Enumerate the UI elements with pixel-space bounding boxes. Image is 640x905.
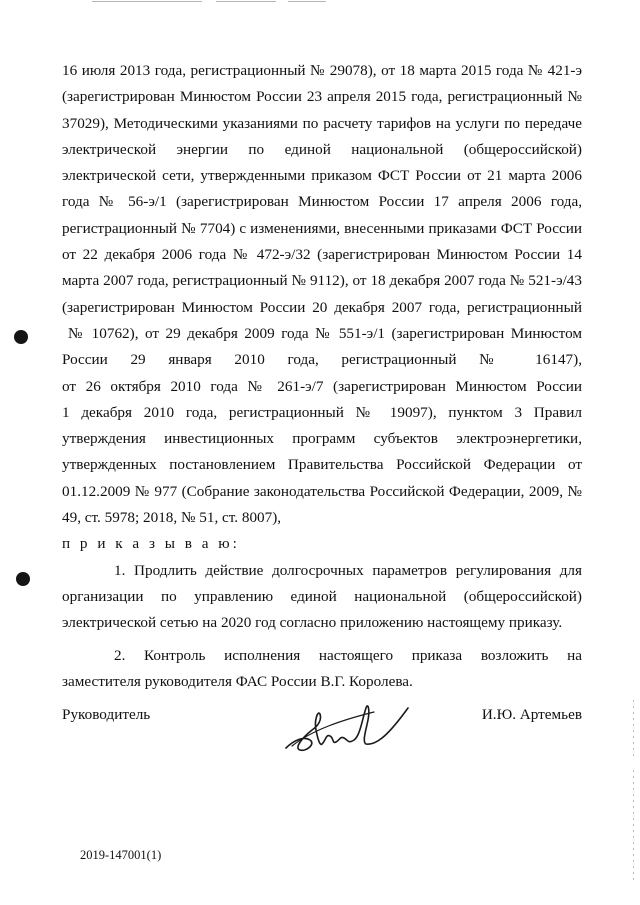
edge-scan-mark xyxy=(633,770,634,880)
text-line: (зарегистрирован Минюстом России 20 декабря 2007 года, регистрационный xyxy=(62,298,582,316)
top-scan-marks xyxy=(0,0,640,4)
text-line: 16 июля 2013 года, регистрационный № 29078), от 18 марта 2015 года № 421-э xyxy=(62,62,582,79)
scan-mark xyxy=(216,1,276,2)
edge-scan-mark xyxy=(633,700,634,760)
text-line: № 10762), от 29 декабря 2009 года № 551-э/1 (зарегистрирован Минюстом xyxy=(68,324,582,342)
item-1-line: 1. Продлить действие долгосрочных параметров регулирования для xyxy=(114,561,582,579)
text-line: России 29 января 2010 года, регистрационный № 16147), xyxy=(62,351,582,369)
item-1-line: электрической сетью на 2020 год согласно приложению настоящему приказу. xyxy=(62,614,563,632)
text-line: от 22 декабря 2006 года № 472-э/32 (зарегистрирован Минюстом России 14 xyxy=(62,246,582,264)
item-2-line: 2. Контроль исполнения настоящего приказа возложить на xyxy=(114,646,582,664)
scan-mark xyxy=(288,1,326,2)
punch-hole xyxy=(16,572,30,586)
text-line: марта 2007 года, регистрационный № 9112), от 18 декабря 2007 года № 521-э/43 xyxy=(62,272,582,290)
text-line: утвержденных постановлением Правительства Российской Федерации от xyxy=(62,456,582,474)
text-line: 49, ст. 5978; 2018, № 51, ст. 8007), xyxy=(62,509,282,527)
document-body xyxy=(62,58,582,695)
document-number: 2019-147001(1) xyxy=(80,848,162,862)
text-line: 37029), Методическими указаниями по расчету тарифов на услуги по передаче xyxy=(62,114,582,132)
text-line: утверждения инвестиционных программ субъектов электроэнергетики, xyxy=(62,430,582,448)
text-line: электрической энергии по единой национальной (общероссийской) xyxy=(62,140,582,158)
item-1-line: организации по управлению единой национальной (общероссийской) xyxy=(62,587,582,605)
signer-name: И.Ю. Артемьев xyxy=(481,706,582,723)
text-line: электрической сети, утвержденными приказом ФСТ России от 21 марта 2006 xyxy=(62,167,582,185)
signer-title: Руководитель xyxy=(62,706,151,723)
text-line: от 26 октября 2010 года № 261-э/7 (зарегистрирован Минюстом России xyxy=(62,377,582,395)
text-line: 1 декабря 2010 года, регистрационный № 19097), пунктом 3 Правил xyxy=(62,403,582,421)
item-2-line: заместителя руководителя ФАС России В.Г. Королева. xyxy=(62,672,413,690)
text-line: 01.12.2009 № 977 (Собрание законодательства Российской Федерации, 2009, № xyxy=(62,482,582,500)
scan-mark xyxy=(92,1,202,2)
text-line: регистрационный № 7704) с изменениями, внесенными приказами ФСТ России xyxy=(62,219,582,237)
punch-hole xyxy=(14,330,28,344)
handwritten-signature xyxy=(282,690,412,760)
order-word: п р и к а з ы в а ю: xyxy=(62,535,240,553)
text-line: (зарегистрирован Минюстом России 23 апреля 2015 года, регистрационный № xyxy=(62,88,582,106)
text-line: года № 56-э/1 (зарегистрирован Минюстом России 17 апреля 2006 года, xyxy=(62,193,582,211)
